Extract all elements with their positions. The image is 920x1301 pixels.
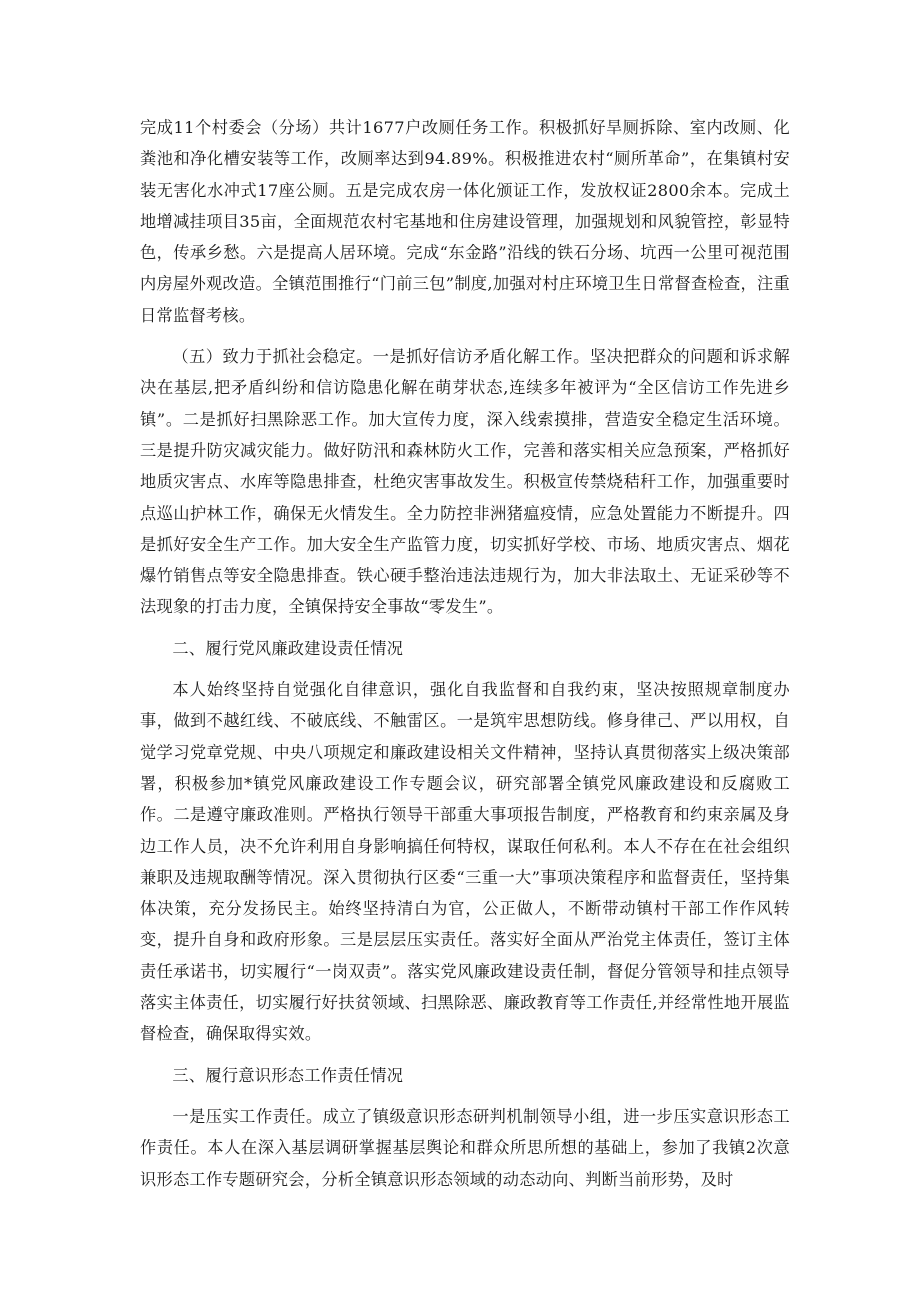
document-page <box>140 112 790 1205</box>
paragraph-social-stability: （五）致力于抓社会稳定。一是抓好信访矛盾化解工作。坚决把群众的问题和诉求解决在基层,把矛盾纠纷和信访隐患化解在萌芽状态,连续多年被评为“全区信访工作先进乡镇”。二是抓好扫黑除恶工作。加大宣传力度，深入线索摸排，营造安全稳定生活环境。三是提升防灾减灾能力。做好防汛和森林防火工作，完善和落实相关应急预案，严格抓好地质灾害点、水库等隐患排查，杜绝灾害事故发生。积极宣传禁烧秸秆工作，加强重要时点巡山护林工作，确保无火情发生。全力防控非洲猪瘟疫情，应急处置能力不断提升。四是抓好安全生产工作。加大安全生产监管力度，切实抓好学校、市场、地质灾害点、烟花爆竹销售点等安全隐患排查。铁心硬手整治违法违规行为，加大非法取土、无证采砂等不法现象的打击力度，全镇保持安全事故“零发生”。 <box>140 347 790 617</box>
paragraph-ideology: 一是压实工作责任。成立了镇级意识形态研判机制领导小组，进一步压实意识形态工作责任。本人在深入基层调研掌握基层舆论和群众所思所想的基础上，参加了我镇2次意识形态工作专题研究会，分析全镇意识形态领域的动态动向、判断当前形势，及时 <box>140 1106 790 1189</box>
section-heading-party-integrity: 二、履行党风廉政建设责任情况 <box>172 638 404 658</box>
paragraph-rural-improvement: 完成11个村委会（分场）共计1677户改厕任务工作。积极抓好旱厕拆除、室内改厕、化粪池和净化槽安装等工作，改厕率达到94.89%。积极推进农村“厕所革命”，在集镇村安装无害化水冲式17座公厕。五是完成农房一体化颁证工作，发放权证2800余本。完成土地增减挂项目35亩，全面规范农村宅基地和住房建设管理，加强规划和风貌管控，彰显特色，传承乡愁。六是提高人居环境。完成“东金路”沿线的铁石分场、坑西一公里可视范围内房屋外观改造。全镇范围推行“门前三包”制度,加强对村庄环境卫生日常督查检查，注重日常监督考核。 <box>140 118 790 325</box>
paragraph-party-integrity: 本人始终坚持自觉强化自律意识，强化自我监督和自我约束，坚决按照规章制度办事，做到不越红线、不破底线、不触雷区。一是筑牢思想防线。修身律己、严以用权，自觉学习党章党规、中央八项规定和廉政建设相关文件精神，坚持认真贯彻落实上级决策部署，积极参加*镇党风廉政建设工作专题会议，研究部署全镇党风廉政建设和反腐败工作。二是遵守廉政准则。严格执行领导干部重大事项报告制度，严格教育和约束亲属及身边工作人员，决不允许利用自身影响搞任何特权，谋取任何私利。本人不存在在社会组织兼职及违规取酬等情况。深入贯彻执行区委“三重一大”事项决策程序和监督责任，坚持集体决策，充分发扬民主。始终坚持清白为官，公正做人，不断带动镇村干部工作作风转变，提升自身和政府形象。三是层层压实责任。落实好全面从严治党主体责任，签订主体责任承诺书，切实履行“一岗双责”。落实党风廉政建设责任制，督促分管领导和挂点领导落实主体责任，切实履行好扶贫领域、扫黑除恶、廉政教育等工作责任,并经常性地开展监督检查，确保取得实效。 <box>140 680 790 1044</box>
section-heading-ideology: 三、履行意识形态工作责任情况 <box>172 1065 404 1085</box>
